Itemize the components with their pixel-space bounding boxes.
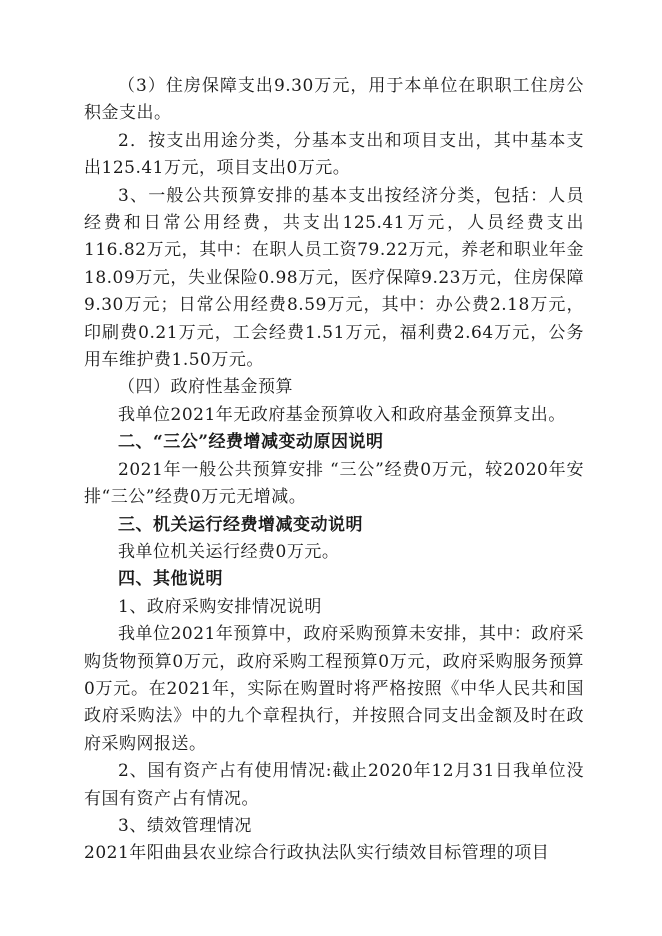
para-performance-title: 3、绩效管理情况: [118, 815, 252, 836]
heading-other: 四、其他说明: [118, 569, 223, 590]
para-housing-expense: （3）住房保障支出9.30万元，用于本单位在职职工住房公积金支出。: [84, 76, 584, 124]
para-expense-by-purpose: 2．按支出用途分类，分基本支出和项目支出，其中基本支出125.41万元，项目支出0万元。: [84, 130, 584, 179]
para-three-public-body: 2021年一般公共预算安排 “三公”经费0万元，较2020年安排“三公”经费0万元无增减。: [84, 459, 584, 508]
para-performance-body: 2021年阳曲县农业综合行政执法队实行绩效目标管理的项目: [84, 843, 550, 864]
para-state-assets: 2、国有资产占有使用情况:截止2020年12月31日我单位没有国有资产占有情况。: [84, 761, 584, 809]
para-gov-fund-body: 我单位2021年无政府基金预算收入和政府基金预算支出。: [118, 404, 566, 425]
para-operating-cost-body: 我单位机关运行经费0万元。: [118, 541, 340, 562]
para-procurement-title: 1、政府采购安排情况说明: [118, 596, 322, 617]
para-procurement-body: 我单位2021年预算中，政府采购预算未安排，其中：政府采购货物预算0万元，政府采购工程预算0万元，政府采购服务预算0万元。在2021年，实际在购置时将严格按照《中华人民共和国政府采购法》中的九个章程执行，并按照合同支出金额及时在政府采购网报送。: [84, 624, 584, 754]
heading-three-public: 二、“三公”经费增减变动原因说明: [118, 432, 384, 453]
para-gov-fund-title: （四）政府性基金预算: [118, 377, 293, 398]
para-economic-classification: 3、一般公共预算安排的基本支出按经济分类，包括：人员经费和日常公用经费，共支出125.41万元，人员经费支出116.82万元，其中：在职人员工资79.22万元，养老和职业年金18.09万元，失业保险0.98万元，医疗保障9.23万元，住房保障9.30万元；日常公用经费8.59万元，其中：办公费2.18万元，印刷费0.21万元，工会经费1.51万元，福利费2.64万元，公务用车维护费1.50万元。: [84, 185, 584, 371]
heading-operating-cost: 三、机关运行经费增减变动说明: [118, 514, 363, 535]
